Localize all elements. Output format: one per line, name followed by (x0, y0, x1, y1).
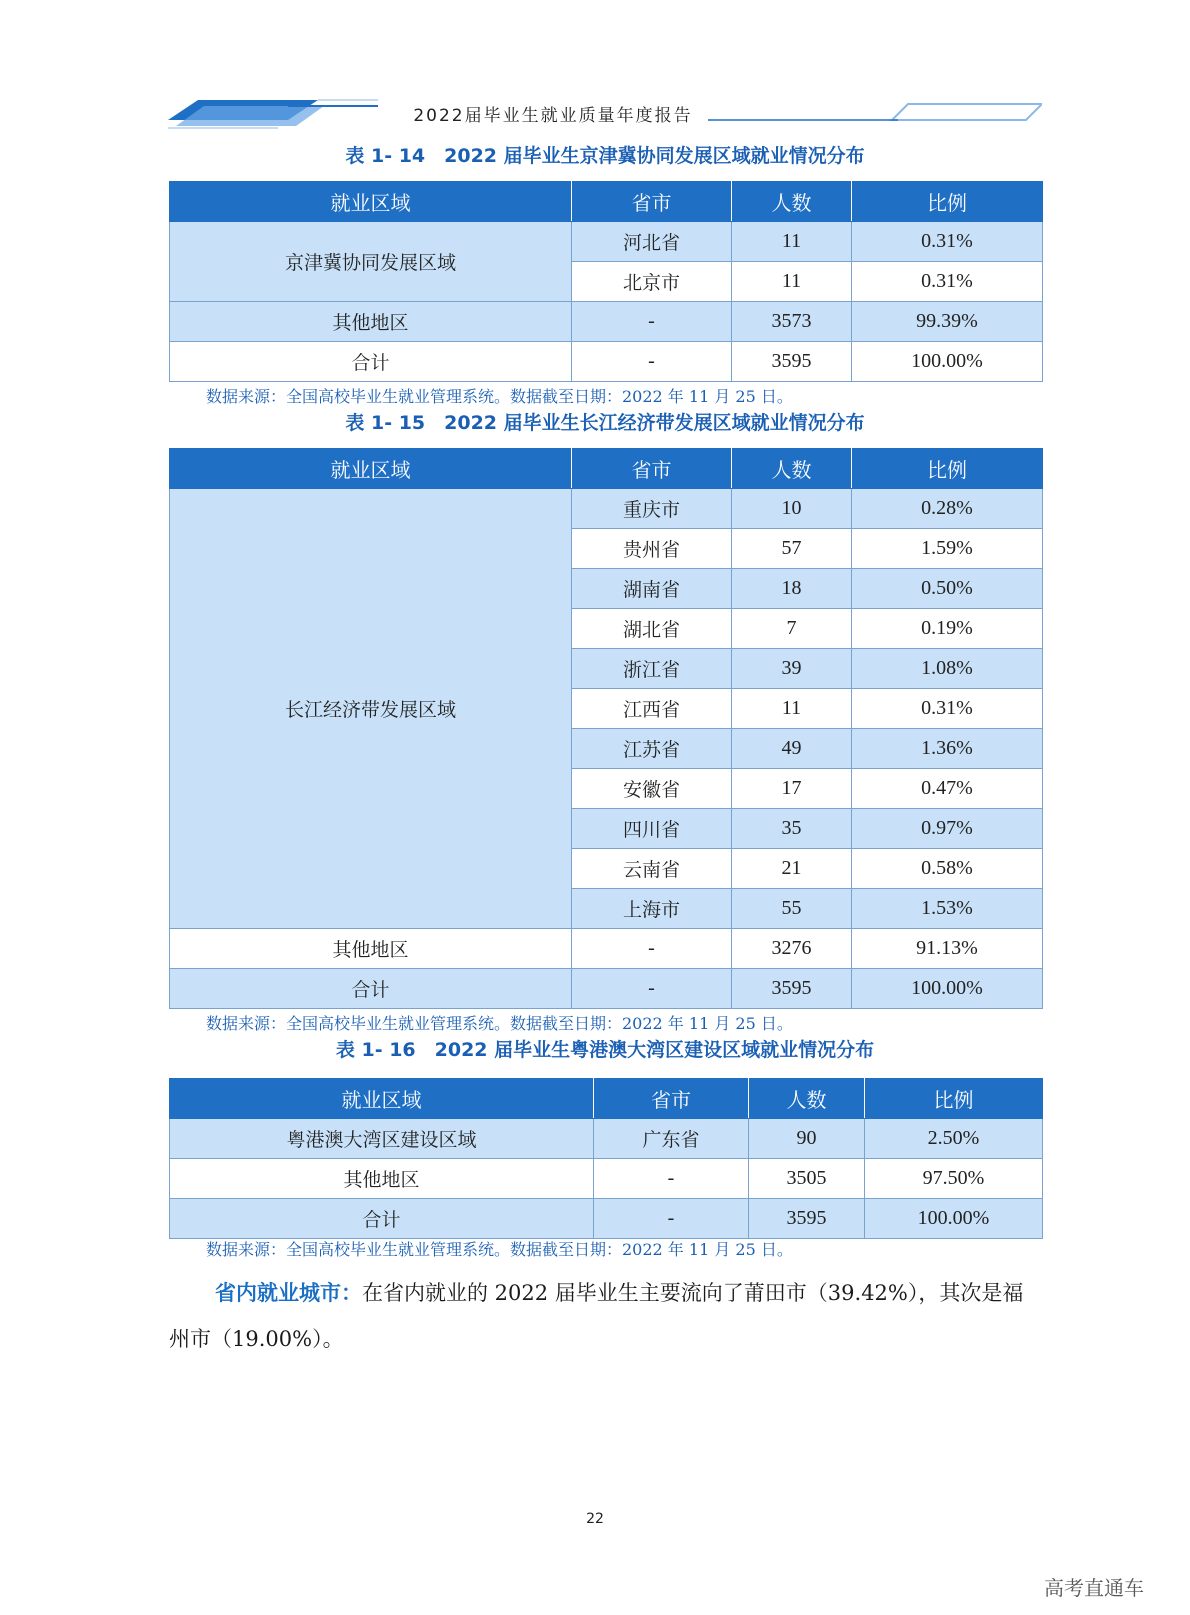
header-title: 2022届毕业生就业质量年度报告 (413, 106, 693, 126)
table-row-total (170, 1199, 1043, 1239)
other-count: 3505 (749, 1159, 865, 1199)
province-cell: 湖南省 (572, 569, 732, 609)
count-cell: 35 (732, 809, 852, 849)
total-count: 3595 (732, 342, 852, 382)
header-ratio: 比例 (852, 449, 1043, 489)
province-cell: 上海市 (572, 889, 732, 929)
header-region: 就业区域 (170, 449, 572, 489)
region-cell: 粤港澳大湾区建设区域 (170, 1119, 594, 1159)
paragraph-lead: 省内就业城市： (215, 1281, 362, 1305)
data-source-note: 数据来源：全国高校毕业生就业管理系统。数据截至日期：2022 年 11 月 25 日。 (206, 1014, 793, 1033)
count-cell: 55 (732, 889, 852, 929)
total-count: 3595 (732, 969, 852, 1009)
paragraph-text: 在省内就业的 2022 届毕业生主要流向了莆田市（39.42%），其次是福州市（19.00%）。 (169, 1281, 1024, 1351)
count-cell: 10 (732, 489, 852, 529)
ratio-cell: 0.58% (852, 849, 1043, 889)
table-1-15 (169, 448, 1043, 1009)
table-row (170, 1119, 1043, 1159)
province-cell: 河北省 (572, 222, 732, 262)
province-cell: 浙江省 (572, 649, 732, 689)
count-cell: 11 (732, 222, 852, 262)
total-label: 合计 (170, 342, 572, 382)
other-label: 其他地区 (170, 302, 572, 342)
data-source-note: 数据来源：全国高校毕业生就业管理系统。数据截至日期：2022 年 11 月 25 日。 (206, 387, 793, 406)
other-province: - (572, 302, 732, 342)
ratio-cell: 0.19% (852, 609, 1043, 649)
ratio-cell: 1.08% (852, 649, 1043, 689)
province-cell: 重庆市 (572, 489, 732, 529)
total-province: - (572, 969, 732, 1009)
header-region: 就业区域 (170, 1079, 594, 1119)
count-cell: 57 (732, 529, 852, 569)
count-cell: 11 (732, 689, 852, 729)
total-count: 3595 (749, 1199, 865, 1239)
province-cell: 安徽省 (572, 769, 732, 809)
table-row-total (170, 969, 1043, 1009)
table-1-16 (169, 1078, 1043, 1239)
header-province: 省市 (594, 1079, 749, 1119)
count-cell: 90 (749, 1119, 865, 1159)
header-count: 人数 (749, 1079, 865, 1119)
total-ratio: 100.00% (865, 1199, 1043, 1239)
ratio-cell: 0.31% (852, 222, 1043, 262)
table-row (170, 489, 1043, 529)
data-source-note: 数据来源：全国高校毕业生就业管理系统。数据截至日期：2022 年 11 月 25 日。 (206, 1240, 793, 1259)
total-ratio: 100.00% (852, 969, 1043, 1009)
page-number: 22 (586, 1511, 604, 1527)
count-cell: 49 (732, 729, 852, 769)
province-cell: 云南省 (572, 849, 732, 889)
table-caption-1-15: 表 1- 15 2022 届毕业生长江经济带发展区域就业情况分布 (345, 412, 865, 434)
header-region: 就业区域 (170, 182, 572, 222)
ratio-cell: 1.53% (852, 889, 1043, 929)
table-row-other (170, 302, 1043, 342)
header-province: 省市 (572, 182, 732, 222)
count-cell: 21 (732, 849, 852, 889)
table-1-14 (169, 181, 1043, 382)
ratio-cell: 1.59% (852, 529, 1043, 569)
province-cell: 四川省 (572, 809, 732, 849)
count-cell: 39 (732, 649, 852, 689)
ratio-cell: 0.31% (852, 689, 1043, 729)
table-row-total (170, 342, 1043, 382)
table-row-other (170, 929, 1043, 969)
other-label: 其他地区 (170, 1159, 594, 1199)
count-cell: 11 (732, 262, 852, 302)
province-cell: 北京市 (572, 262, 732, 302)
region-cell: 京津冀协同发展区域 (170, 222, 572, 302)
other-count: 3276 (732, 929, 852, 969)
ratio-cell: 2.50% (865, 1119, 1043, 1159)
header-count: 人数 (732, 182, 852, 222)
other-count: 3573 (732, 302, 852, 342)
header-ratio: 比例 (852, 182, 1043, 222)
other-ratio: 97.50% (865, 1159, 1043, 1199)
header-count: 人数 (732, 449, 852, 489)
header-ratio: 比例 (865, 1079, 1043, 1119)
ratio-cell: 0.50% (852, 569, 1043, 609)
province-cell: 江苏省 (572, 729, 732, 769)
body-paragraph (169, 1270, 1044, 1362)
other-ratio: 91.13% (852, 929, 1043, 969)
header-province: 省市 (572, 449, 732, 489)
region-cell: 长江经济带发展区域 (170, 489, 572, 929)
total-ratio: 100.00% (852, 342, 1043, 382)
table-caption-1-16: 表 1- 16 2022 届毕业生粤港澳大湾区建设区域就业情况分布 (335, 1039, 875, 1061)
other-label: 其他地区 (170, 929, 572, 969)
other-province: - (594, 1159, 749, 1199)
province-cell: 湖北省 (572, 609, 732, 649)
province-cell: 贵州省 (572, 529, 732, 569)
total-province: - (572, 342, 732, 382)
total-label: 合计 (170, 969, 572, 1009)
ratio-cell: 1.36% (852, 729, 1043, 769)
ratio-cell: 0.28% (852, 489, 1043, 529)
count-cell: 17 (732, 769, 852, 809)
ratio-cell: 0.31% (852, 262, 1043, 302)
other-province: - (572, 929, 732, 969)
total-province: - (594, 1199, 749, 1239)
table-row-other (170, 1159, 1043, 1199)
other-ratio: 99.39% (852, 302, 1043, 342)
ratio-cell: 0.97% (852, 809, 1043, 849)
province-cell: 广东省 (594, 1119, 749, 1159)
total-label: 合计 (170, 1199, 594, 1239)
watermark: 高考直通车 (1044, 1576, 1144, 1600)
count-cell: 7 (732, 609, 852, 649)
province-cell: 江西省 (572, 689, 732, 729)
table-caption-1-14: 表 1- 14 2022 届毕业生京津冀协同发展区域就业情况分布 (345, 145, 865, 167)
ratio-cell: 0.47% (852, 769, 1043, 809)
count-cell: 18 (732, 569, 852, 609)
table-row (170, 222, 1043, 262)
